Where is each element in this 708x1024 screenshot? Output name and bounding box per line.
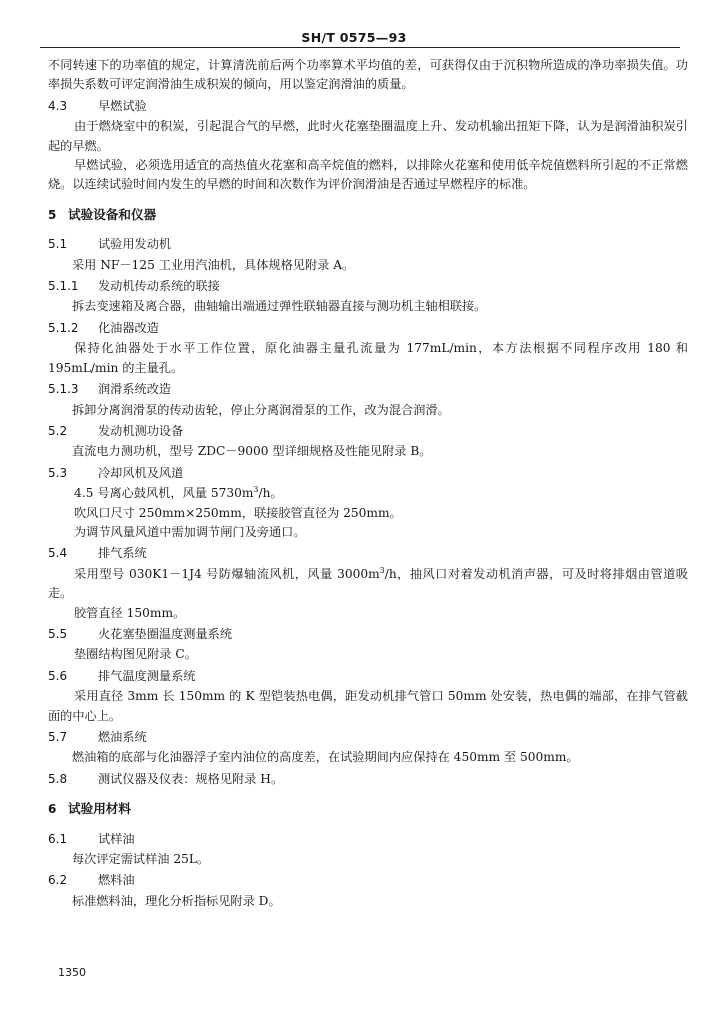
section-title: 燃料油 — [98, 873, 135, 888]
section-5-5-heading — [48, 625, 688, 644]
section-5-3-body-2: 吹风口尺寸 250mm×250mm，联接胶管直径为 250mm。 — [74, 505, 402, 520]
section-4-3-paragraph-2: 早燃试验，必须选用适宜的高热值火花塞和高辛烷值的燃料，以排除火花塞和使用低辛烷值燃料所引起的不正常燃烧。以连续试验时间内发生的早燃的时间和次数作为评价润滑油是否通过早燃程序的标准。 — [48, 158, 688, 192]
section-number: 4.3 — [48, 98, 68, 113]
section-title: 润滑系统改造 — [98, 382, 172, 397]
section-title: 燃油系统 — [98, 730, 147, 744]
section-title: 化油器改造 — [98, 320, 159, 335]
section-5-4-body-2: 胶管直径 150mm。 — [74, 605, 186, 620]
section-5-1-heading — [48, 235, 688, 254]
section-number: 5.2 — [48, 423, 68, 438]
section-number: 5.8 — [48, 771, 68, 786]
section-5-6-body: 采用直径 3mm 长 150mm 的 K 型铠装热电偶，距发动机排气管口 50mm 处安装，热电偶的端部，在排气管截面的中心上。 — [48, 689, 688, 723]
section-5-8-heading — [48, 770, 688, 789]
section-number: 6 — [48, 802, 57, 817]
superscript: 3 — [253, 485, 259, 495]
section-5-1-body: 采用 NF－125 工业用汽油机，具体规格见附录 A。 — [72, 257, 355, 272]
section-number: 6.2 — [48, 873, 68, 888]
section-5-1-1-heading — [48, 277, 688, 296]
text-fragment: /h。 — [258, 486, 283, 501]
section-title: 冷却风机及风道 — [98, 465, 184, 480]
section-5-heading — [48, 205, 688, 225]
section-5-1-2-heading — [48, 319, 688, 338]
section-6-2-heading — [48, 871, 688, 890]
text-fragment: /h，抽风口对着发动机消声器，可及时将排烟由管道吸走。 — [48, 566, 688, 601]
text-fragment: 采用型号 030K1－1J4 号防爆轴流风机，风量 3000m — [74, 566, 380, 581]
section-title: 试验用发动机 — [98, 237, 172, 252]
section-title: 试验设备和仪器 — [68, 206, 157, 222]
section-5-4-heading — [48, 544, 688, 563]
section-number: 6.1 — [48, 831, 68, 846]
section-5-1-3-body: 拆卸分离润滑泵的传动齿轮，停止分离润滑泵的工作，改为混合润滑。 — [72, 402, 450, 417]
document-code: SH/T 0575—93 — [301, 30, 407, 45]
section-title: 发动机传动系统的联接 — [98, 279, 220, 294]
section-number: 5.4 — [48, 546, 68, 561]
section-title: 早燃试验 — [98, 98, 147, 113]
section-5-5-body: 垫圈结构图见附录 C。 — [74, 647, 197, 662]
section-title: 测试仪器及仪表：规格见附录 H。 — [98, 771, 284, 786]
text-fragment: 4.5 号离心鼓风机，风量 5730m — [74, 486, 254, 501]
section-5-7-heading — [48, 728, 688, 747]
section-4-3-heading — [48, 97, 688, 116]
section-number: 5.1.2 — [48, 320, 79, 335]
section-title: 试样油 — [98, 831, 135, 846]
section-5-1-3-heading — [48, 380, 688, 399]
section-number: 5 — [48, 207, 57, 222]
section-6-2-body: 标准燃料油，理化分析指标见附录 D。 — [72, 893, 281, 908]
superscript: 3 — [379, 565, 385, 575]
section-number: 5.1 — [48, 237, 68, 252]
section-number: 5.3 — [48, 465, 68, 480]
section-number: 5.1.1 — [48, 279, 79, 294]
section-5-6-heading — [48, 667, 688, 686]
section-5-7-body: 燃油箱的底部与化油器浮子室内油位的高度差，在试验期间内应保持在 450mm 至 500mm。 — [72, 750, 579, 765]
section-title: 发动机测功设备 — [98, 423, 184, 438]
section-number: 5.5 — [48, 626, 68, 641]
document-body — [48, 56, 688, 911]
section-5-3-heading — [48, 464, 688, 483]
section-4-3-paragraph-1: 由于燃烧室中的积炭，引起混合气的早燃，此时火花塞垫圈温度上升、发动机输出扭矩下降，认为是润滑油积炭引起的早燃。 — [48, 119, 688, 153]
section-number: 5.1.3 — [48, 382, 79, 397]
header-rule — [40, 47, 680, 48]
intro-paragraph: 不同转速下的功率值的规定，计算清洗前后两个功率算术平均值的差，可获得仅由于沉积物所造成的净功率损失值。功率损失系数可评定润滑油生成积炭的倾向，用以鉴定润滑油的质量。 — [48, 58, 688, 92]
section-6-1-body: 每次评定需试样油 25L。 — [72, 852, 210, 867]
section-5-4-body-1 — [48, 565, 688, 604]
section-5-1-2-body: 保持化油器处于水平工作位置，原化油器主量孔流量为 177mL/min，本方法根据不同程序改用 180 和 195mL/min 的主量孔。 — [48, 341, 688, 375]
page-number: 1350 — [58, 966, 86, 979]
section-title: 排气系统 — [98, 546, 147, 561]
section-6-1-heading — [48, 830, 688, 849]
section-number: 5.6 — [48, 668, 68, 683]
section-5-3-body-1 — [48, 484, 688, 503]
section-6-heading — [48, 799, 688, 819]
section-title: 试验用材料 — [68, 801, 131, 817]
section-number: 5.7 — [48, 730, 68, 744]
section-5-2-heading — [48, 422, 688, 441]
section-title: 火花塞垫圈温度测量系统 — [98, 626, 233, 641]
section-5-3-body-3: 为调节风量风道中需加调节闸门及旁通口。 — [74, 524, 306, 539]
section-5-1-1-body: 拆去变速箱及离合器，曲轴输出端通过弹性联轴器直接与测功机主轴相联接。 — [72, 299, 487, 314]
section-title: 排气温度测量系统 — [98, 668, 196, 683]
section-5-2-body: 直流电力测功机，型号 ZDC－9000 型详细规格及性能见附录 B。 — [72, 444, 432, 459]
